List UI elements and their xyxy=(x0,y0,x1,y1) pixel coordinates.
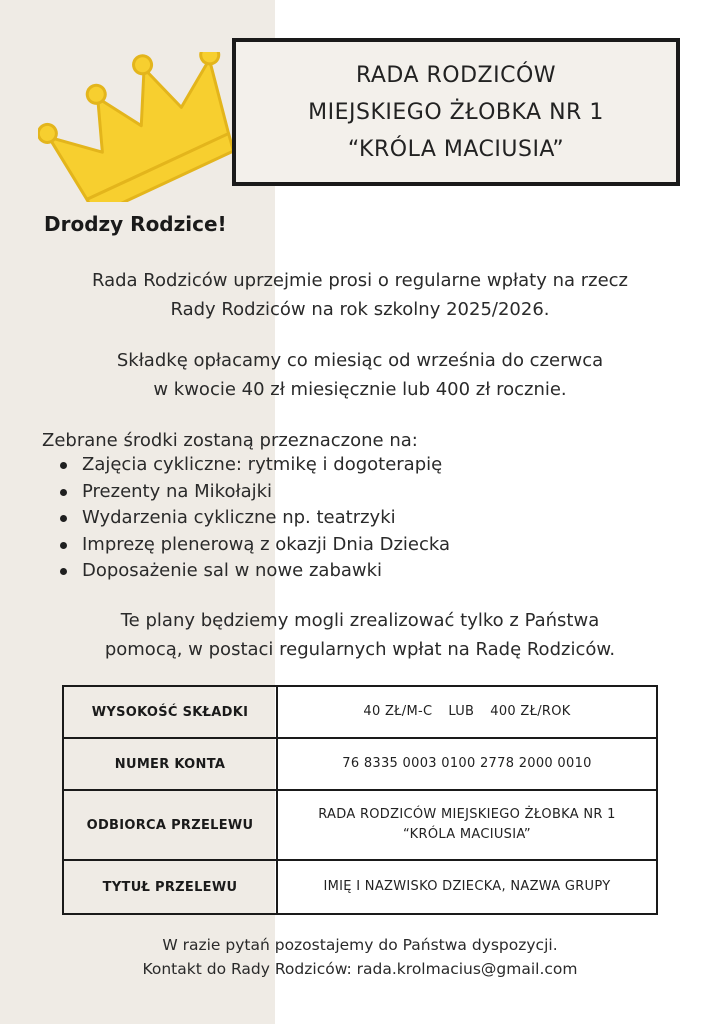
table-row xyxy=(63,738,657,790)
fee-paragraph xyxy=(20,346,700,404)
fee-line-2: w kwocie 40 zł miesięcznie lub 400 zł rocznie. xyxy=(153,379,567,400)
intro-line-1: Rada Rodziców uprzejmie prosi o regularne wpłaty na rzecz xyxy=(91,270,628,291)
title-line-1: RADA RODZICÓW xyxy=(355,62,557,88)
table-row xyxy=(63,686,657,738)
list-item: Wydarzenia cykliczne np. teatrzyki xyxy=(58,505,450,532)
uses-heading: Zebrane środki zostaną przeznaczone na: xyxy=(42,430,418,451)
list-item: Zajęcia cykliczne: rytmikę i dogoterapię xyxy=(58,452,450,479)
list-item: Imprezę plenerową z okazji Dnia Dziecka xyxy=(58,532,450,559)
fee-or: LUB xyxy=(448,704,475,719)
closing-line-1: Te plany będziemy mogli zrealizować tylko z Państwa xyxy=(120,610,600,631)
list-item: Prezenty na Mikołajki xyxy=(58,479,450,506)
transfer-title-label: TYTUŁ PRZELEWU xyxy=(63,860,277,914)
recipient-line-1: RADA RODZICÓW MIEJSKIEGO ŻŁOBKA NR 1 xyxy=(318,807,616,822)
transfer-title-value: IMIĘ I NAZWISKO DZIECKA, NAZWA GRUPY xyxy=(277,860,657,914)
table-row xyxy=(63,790,657,860)
recipient-label: ODBIORCA PRZELEWU xyxy=(63,790,277,860)
title-line-2: MIEJSKIEGO ŻŁOBKA NR 1 xyxy=(308,99,604,125)
table-row xyxy=(63,860,657,914)
intro-paragraph xyxy=(20,266,700,324)
fee-label: WYSOKOŚĆ SKŁADKI xyxy=(63,686,277,738)
fee-line-1: Składkę opłacamy co miesiąc od września do czerwca xyxy=(116,350,604,371)
fee-yearly: 400 ZŁ/ROK xyxy=(490,704,571,719)
footer-line-1: W razie pytań pozostajemy do Państwa dyspozycji. xyxy=(162,936,558,954)
recipient-value xyxy=(277,790,657,860)
title-line-3: “KRÓLA MACIUSIA” xyxy=(347,136,565,162)
greeting: Drodzy Rodzice! xyxy=(44,212,227,236)
uses-list xyxy=(58,452,450,585)
title-box xyxy=(232,38,680,186)
footer-line-2: Kontakt do Rady Rodziców: rada.krolmacius@gmail.com xyxy=(142,960,578,978)
fee-value xyxy=(277,686,657,738)
recipient-line-2: “KRÓLA MACIUSIA” xyxy=(403,827,531,842)
fee-monthly: 40 ZŁ/M-C xyxy=(363,704,433,719)
crown-icon xyxy=(38,52,258,202)
closing-paragraph xyxy=(20,606,700,664)
account-value: 76 8335 0003 0100 2778 2000 0010 xyxy=(277,738,657,790)
intro-line-2: Rady Rodziców na rok szkolny 2025/2026. xyxy=(170,299,550,320)
closing-line-2: pomocą, w postaci regularnych wpłat na Radę Rodziców. xyxy=(104,639,616,660)
payment-info-table xyxy=(62,685,658,915)
list-item: Doposażenie sal w nowe zabawki xyxy=(58,558,450,585)
account-label: NUMER KONTA xyxy=(63,738,277,790)
